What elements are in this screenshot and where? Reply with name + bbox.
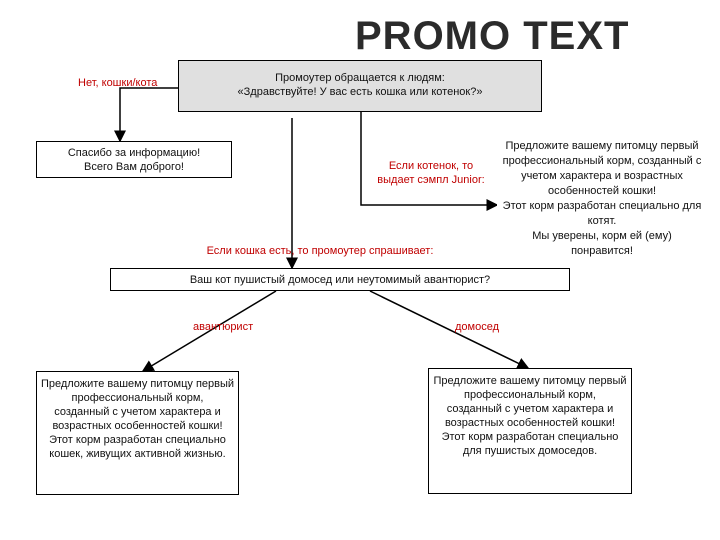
label-cat-ask: Если кошка есть, то промоутер спрашивает: bbox=[206, 245, 434, 257]
label-homebody: домосед bbox=[455, 321, 500, 333]
label-kitten: Если котенок, то выдает сэмпл Junior: bbox=[377, 160, 485, 186]
label-adventurer: авантюрист bbox=[193, 321, 254, 333]
node-kitten-offer: Предложите вашему питомцу первый профессиональный корм, созданный с учетом характера и возрастных особенностей кошки! Этот корм разработан специально для котят. Мы уверены, корм ей (ему) понравится! bbox=[497, 137, 707, 261]
node-question: Ваш кот пушистый домосед или неутомимый авантюрист? bbox=[110, 268, 570, 291]
node-promoter-greeting: Промоутер обращается к людям: «Здравствуйте! У вас есть кошка или котенок?» bbox=[178, 60, 542, 112]
node-adventurer-offer: Предложите вашему питомцу первый профессиональный корм, созданный с учетом характера и возрастных особенностей кошки! Этот корм разработан специально кошек, живущих активной жизнью. bbox=[36, 371, 239, 495]
arrow-kitten bbox=[361, 111, 497, 205]
page-title: PROMO TEXT bbox=[355, 14, 630, 58]
node-thanks: Спасибо за информацию! Всего Вам доброго! bbox=[36, 141, 232, 178]
node-homebody-offer: Предложите вашему питомцу первый профессиональный корм, созданный с учетом характера и возрастных особенностей кошки! Этот корм разработан специально для пушистых домоседов. bbox=[428, 368, 632, 494]
label-no-cat: Нет, кошки/кота bbox=[78, 77, 158, 89]
arrow-no-cat bbox=[120, 88, 178, 141]
